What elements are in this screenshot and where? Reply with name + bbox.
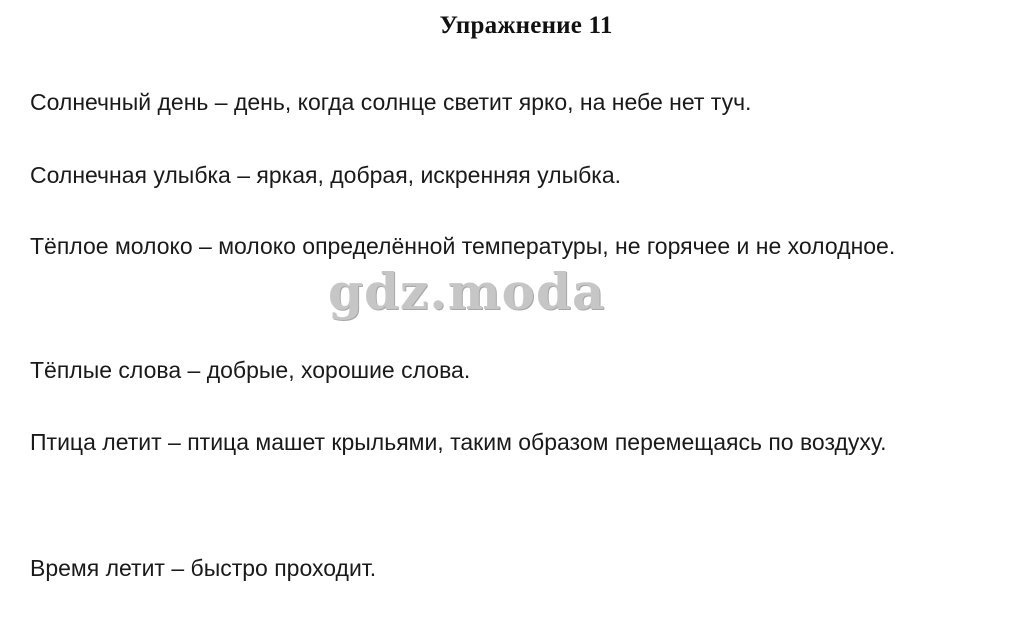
- definition-paragraph: Тёплые слова – добрые, хорошие слова.: [30, 357, 471, 383]
- page-title: Упражнение 11: [439, 12, 613, 39]
- definition-paragraph: Время летит – быстро проходит.: [30, 555, 377, 581]
- watermark: gdz.moda: [328, 262, 606, 321]
- definition-paragraph: Птица летит – птица машет крыльями, таким образом перемещаясь по воздуху.: [30, 429, 887, 455]
- definition-paragraph: Солнечная улыбка – яркая, добрая, искренняя улыбка.: [30, 162, 622, 188]
- definition-paragraph: Тёплое молоко – молоко определённой температуры, не горячее и не холодное.: [30, 233, 896, 259]
- definition-paragraph: Солнечный день – день, когда солнце светит ярко, на небе нет туч.: [30, 89, 752, 115]
